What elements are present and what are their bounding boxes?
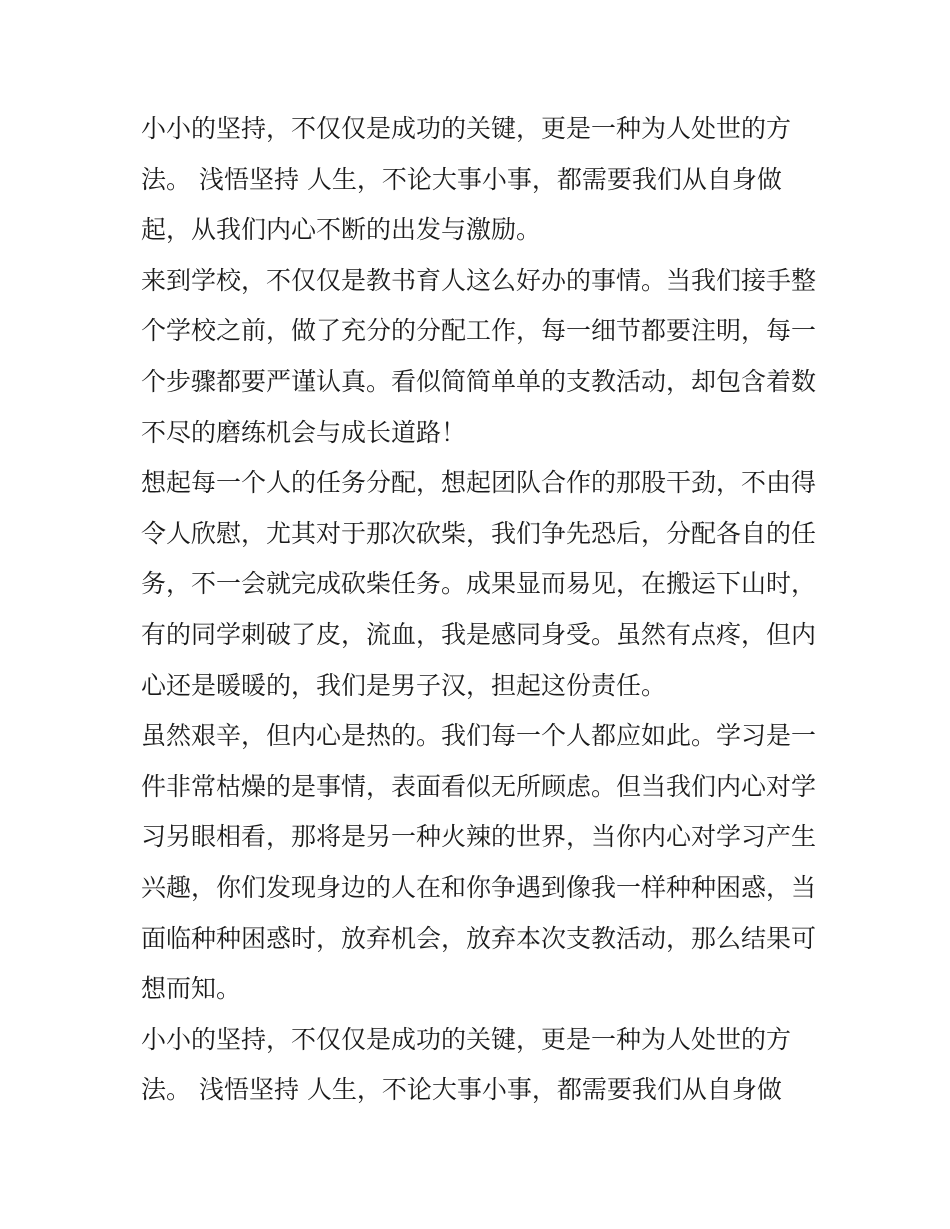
text-line: 务，不一会就完成砍柴任务。成果显而易见，在搬运下山时，: [141, 569, 817, 599]
text-line: 来到学校，不仅仅是教书育人这么好办的事情。当我们接手整: [141, 265, 817, 295]
text-line: 想而知。: [141, 974, 242, 1004]
text-line: 兴趣，你们发现身边的人在和你争遇到像我一样种种困惑，当: [141, 872, 817, 902]
text-line: 个学校之前，做了充分的分配工作，每一细节都要注明，每一: [141, 316, 817, 346]
text-line: 有的同学刺破了皮，流血，我是感同身受。虽然有点疼，但内: [141, 619, 817, 649]
text-line: 面临种种困惑时，放弃机会，放弃本次支教活动，那么结果可: [141, 923, 817, 953]
text-line: 小小的坚持，不仅仅是成功的关键，更是一种为人处世的方: [141, 1024, 792, 1054]
text-line: 件非常枯燥的是事情，表面看似无所顾虑。但当我们内心对学: [141, 771, 817, 801]
text-line: 个步骤都要严谨认真。看似简简单单的支教活动，却包含着数: [141, 366, 817, 396]
text-line: 法。 浅悟坚持 人生，不论大事小事，都需要我们从自身做: [141, 1075, 782, 1105]
text-line: 心还是暖暖的，我们是男子汉，担起这份责任。: [141, 670, 667, 700]
text-line: 想起每一个人的任务分配，想起团队合作的那股干劲，不由得: [141, 468, 817, 498]
body-text: [141, 104, 821, 1116]
text-line: 令人欣慰，尤其对于那次砍柴，我们争先恐后，分配各自的任: [141, 518, 817, 548]
text-line: 虽然艰辛，但内心是热的。我们每一个人都应如此。学习是一: [141, 721, 817, 751]
text-line: 小小的坚持，不仅仅是成功的关键，更是一种为人处世的方: [141, 114, 792, 143]
text-line: 不尽的磨练机会与成长道路！: [141, 417, 467, 447]
text-line: 起，从我们内心不断的出发与激励。: [141, 215, 542, 245]
text-line: 法。 浅悟坚持 人生，不论大事小事，都需要我们从自身做: [141, 164, 782, 194]
text-line: 习另眼相看，那将是另一种火辣的世界，当你内心对学习产生: [141, 822, 817, 852]
